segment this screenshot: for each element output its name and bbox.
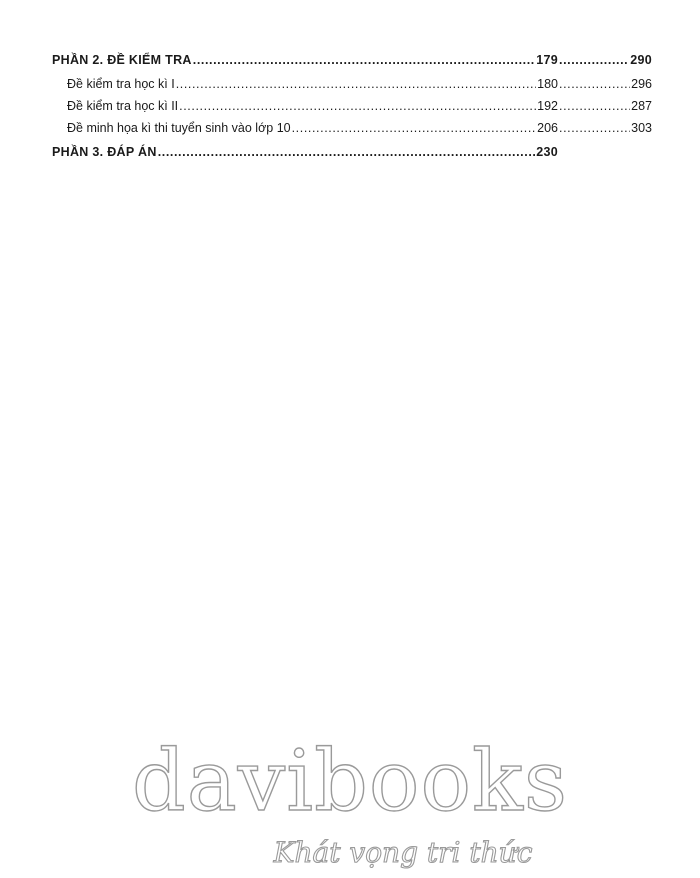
toc-entry-part-2[interactable] — [52, 53, 652, 75]
table-of-contents — [52, 53, 652, 167]
toc-second-page-group — [558, 53, 652, 67]
dot-leader — [559, 53, 629, 67]
dot-leader — [158, 145, 536, 159]
toc-page-number: 206 — [537, 121, 558, 135]
toc-answer-page-number: 290 — [630, 53, 652, 67]
toc-entry-part-3[interactable] — [52, 145, 652, 167]
watermark-logo — [0, 738, 700, 878]
dot-leader — [559, 99, 630, 113]
toc-entry-hk1[interactable] — [52, 77, 652, 99]
toc-entry-entrance-exam[interactable] — [52, 121, 652, 143]
toc-entry-title: PHẦN 2. ĐỀ KIỂM TRA — [52, 53, 192, 67]
toc-second-page-group — [558, 121, 652, 135]
watermark-tagline: Khát vọng tri thức — [273, 836, 533, 869]
watermark-brand: davibooks — [131, 738, 569, 830]
toc-answer-page-number: 303 — [631, 121, 652, 135]
dot-leader — [176, 77, 536, 91]
toc-entry-title: Đề kiểm tra học kì I — [67, 77, 175, 91]
toc-page-number: 192 — [537, 99, 558, 113]
dot-leader — [179, 99, 536, 113]
toc-entry-title: Đề minh họa kì thi tuyển sinh vào lớp 10 — [67, 121, 291, 135]
watermark — [0, 738, 700, 878]
dot-leader — [193, 53, 535, 67]
toc-answer-page-number: 287 — [631, 99, 652, 113]
dot-leader — [559, 121, 630, 135]
toc-page-number: 180 — [537, 77, 558, 91]
toc-page-number: 179 — [536, 53, 558, 67]
toc-entry-hk2[interactable] — [52, 99, 652, 121]
toc-entry-title: PHẦN 3. ĐÁP ÁN — [52, 145, 157, 159]
toc-page-number: 230 — [536, 145, 558, 159]
dot-leader — [559, 77, 630, 91]
toc-second-page-group — [558, 99, 652, 113]
dot-leader — [292, 121, 537, 135]
toc-entry-title: Đề kiểm tra học kì II — [67, 99, 179, 113]
toc-answer-page-number: 296 — [631, 77, 652, 91]
toc-second-page-group — [558, 77, 652, 91]
